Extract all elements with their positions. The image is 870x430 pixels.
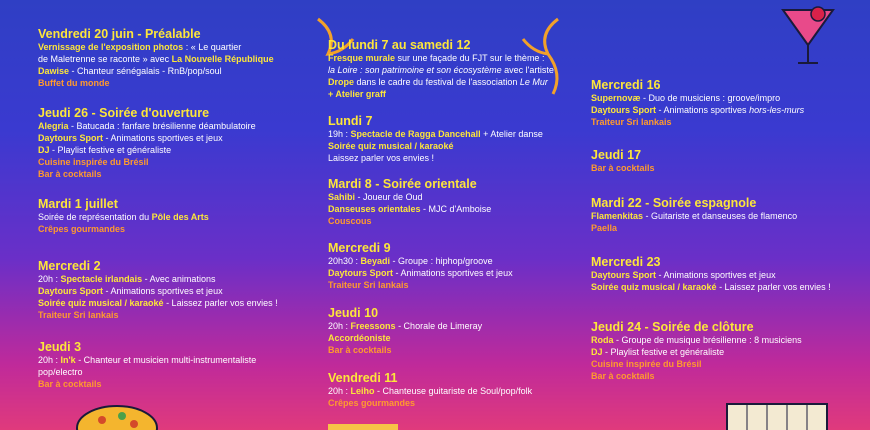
description-text: de Maletrenne se raconte » avec: [38, 54, 172, 64]
event-detail-line: [38, 144, 308, 156]
performer-label: Soirée quiz musical / karaoké: [591, 282, 717, 292]
event-date-heading: Lundi 7: [328, 114, 373, 128]
food-drink-label: Crêpes gourmandes: [38, 224, 126, 234]
event-detail-line: [328, 267, 588, 279]
description-text: - Chanteur et musicien multi-instrumentaliste: [75, 355, 257, 365]
event-detail-line: [328, 344, 588, 356]
performer-label: Soirée quiz musical / karaoké: [38, 298, 164, 308]
paella-pan-icon: [72, 400, 162, 430]
performer-label: Daytours Sport: [38, 286, 104, 296]
event-detail-line: [38, 77, 308, 89]
description-text: 19h :: [328, 129, 351, 139]
food-drink-label: Paella: [591, 223, 618, 233]
event-detail-line: [591, 104, 861, 116]
event-date-heading: Mercredi 16: [591, 78, 661, 92]
event-block: [591, 148, 861, 174]
performer-label: Drope: [328, 77, 355, 87]
performer-label: Dawise: [38, 66, 70, 76]
performer-label: Alegria: [38, 121, 69, 131]
description-text: pop/electro: [38, 367, 83, 377]
event-detail-line: [328, 152, 588, 164]
performer-label: Danseuses orientales: [328, 204, 421, 214]
event-block: [38, 259, 308, 321]
event-detail-line: [328, 128, 588, 140]
event-detail-line: [38, 120, 308, 132]
food-drink-label: Couscous: [328, 216, 372, 226]
food-drink-label: Bar à cocktails: [591, 163, 655, 173]
performer-label: La Nouvelle République: [171, 54, 274, 64]
event-detail-line: [328, 76, 588, 88]
event-detail-line: [38, 41, 308, 53]
event-date-heading: Mardi 1 juillet: [38, 197, 118, 211]
performer-label: DJ: [591, 347, 603, 357]
event-detail-line: [38, 168, 308, 180]
event-detail-line: [328, 215, 588, 227]
event-detail-line: [328, 191, 588, 203]
description-text: sur une façade du FJT sur le thème :: [395, 53, 545, 63]
performer-label: Supernovæ: [591, 93, 641, 103]
description-text: - Chorale de Limeray: [395, 321, 483, 331]
event-detail-line: [328, 320, 588, 332]
event-date-heading: Vendredi 11: [328, 371, 398, 385]
performer-label: Sahibi: [328, 192, 356, 202]
event-detail-line: [591, 210, 861, 222]
event-detail-line: [591, 334, 861, 346]
performer-label: + Atelier graff: [328, 89, 386, 99]
description-text: - Chanteur sénégalais - RnB/pop/soul: [69, 66, 222, 76]
event-date-heading: Vendredi 20 juin - Préalable: [38, 27, 201, 41]
food-drink-label: Buffet du monde: [38, 78, 110, 88]
food-drink-label: Crêpes gourmandes: [328, 398, 416, 408]
description-text: Laissez parler vos envies !: [328, 153, 435, 163]
event-block: [328, 38, 588, 100]
description-text: avec l'artiste: [501, 65, 554, 75]
event-detail-line: [328, 279, 588, 291]
description-text: : « Le quartier: [183, 42, 242, 52]
event-date-heading: Jeudi 17: [591, 148, 642, 162]
performer-label: Beyadi: [360, 256, 391, 266]
event-block: [328, 306, 588, 356]
event-block: [328, 371, 588, 409]
event-date-heading: Jeudi 26 - Soirée d'ouverture: [38, 106, 210, 120]
event-detail-line: [38, 223, 308, 235]
food-drink-label: Bar à cocktails: [591, 371, 655, 381]
performer-label: DJ: [38, 145, 50, 155]
description-text: - Batucada : fanfare brésilienne déambulatoire: [68, 121, 256, 131]
performer-label: Vernissage de l'exposition photos: [38, 42, 184, 52]
event-date-heading: Mardi 22 - Soirée espagnole: [591, 196, 757, 210]
description-text: - Animations sportives: [656, 105, 750, 115]
performer-label: Roda: [591, 335, 614, 345]
description-text: - Avec animations: [142, 274, 216, 284]
event-detail-line: [328, 52, 588, 64]
event-detail-line: [38, 297, 308, 309]
event-detail-line: [38, 354, 308, 366]
event-block: [591, 255, 861, 293]
performer-label: Daytours Sport: [328, 268, 394, 278]
event-detail-line: [591, 281, 861, 293]
event-date-heading: Jeudi 24 - Soirée de clôture: [591, 320, 754, 334]
cocktail-glass-icon: [778, 0, 838, 70]
performer-label: Daytours Sport: [38, 133, 104, 143]
event-detail-line: [38, 211, 308, 223]
description-text: 20h30 :: [328, 256, 361, 266]
description-text: + Atelier danse: [480, 129, 543, 139]
event-block: [38, 27, 308, 89]
event-detail-line: [591, 162, 861, 174]
performer-label: Flamenkitas: [591, 211, 644, 221]
description-text: - Animations sportives et jeux: [656, 270, 776, 280]
event-detail-line: [328, 255, 588, 267]
description-text: - Animations sportives et jeux: [103, 286, 223, 296]
event-detail-line: [38, 378, 308, 390]
event-detail-line: [38, 285, 308, 297]
description-text: dans le cadre du festival de l'association: [354, 77, 520, 87]
food-drink-label: Cuisine inspirée du Brésil: [591, 359, 702, 369]
performer-label: Freessons: [350, 321, 396, 331]
event-date-heading: Du lundi 7 au samedi 12: [328, 38, 471, 52]
event-detail-line: [38, 366, 308, 378]
performer-label: Daytours Sport: [591, 105, 657, 115]
event-block: [591, 320, 861, 382]
event-detail-line: [38, 156, 308, 168]
event-detail-line: [328, 140, 588, 152]
event-block: [591, 78, 861, 128]
description-text: Le Mur: [519, 77, 548, 87]
event-date-heading: Mercredi 23: [591, 255, 661, 269]
description-text: - Chanteuse guitariste de Soul/pop/folk: [374, 386, 533, 396]
accordion-icon: [722, 396, 832, 430]
description-text: la Loire : son patrimoine et son écosystème: [328, 65, 502, 75]
event-block: [328, 114, 588, 164]
performer-label: Pôle des Arts: [151, 212, 209, 222]
event-detail-line: [591, 358, 861, 370]
performer-label: Accordéoniste: [328, 333, 391, 343]
food-drink-label: Cuisine inspirée du Brésil: [38, 157, 149, 167]
description-text: - Laissez parler vos envies !: [163, 298, 278, 308]
description-text: - Animations sportives et jeux: [103, 133, 223, 143]
event-block: [328, 241, 588, 291]
event-detail-line: [591, 269, 861, 281]
event-date-heading: Mercredi 2: [38, 259, 101, 273]
description-text: - Playlist festive et généraliste: [49, 145, 172, 155]
event-detail-line: [38, 53, 308, 65]
event-detail-line: [38, 273, 308, 285]
description-text: - Joueur de Oud: [355, 192, 423, 202]
event-detail-line: [38, 132, 308, 144]
event-date-heading: Mercredi 9: [328, 241, 391, 255]
event-detail-line: [591, 370, 861, 382]
food-drink-label: Bar à cocktails: [38, 379, 102, 389]
description-text: - Animations sportives et jeux: [393, 268, 513, 278]
performer-label: Soirée quiz musical / karaoké: [328, 141, 454, 151]
event-block: [38, 197, 308, 235]
description-text: - Playlist festive et généraliste: [602, 347, 725, 357]
description-text: 20h :: [38, 355, 61, 365]
event-detail-line: [328, 203, 588, 215]
performer-label: Fresque murale: [328, 53, 396, 63]
description-text: - Duo de musiciens : groove/impro: [640, 93, 781, 103]
description-text: hors-les-murs: [749, 105, 805, 115]
event-block: [328, 177, 588, 227]
description-text: 20h :: [328, 386, 351, 396]
description-text: Soirée de représentation du: [38, 212, 152, 222]
event-detail-line: [591, 222, 861, 234]
event-detail-line: [328, 64, 588, 76]
event-detail-line: [328, 88, 588, 100]
performer-label: In'k: [60, 355, 76, 365]
event-detail-line: [328, 385, 588, 397]
event-detail-line: [591, 116, 861, 128]
food-drink-label: Bar à cocktails: [38, 169, 102, 179]
event-date-heading: Jeudi 10: [328, 306, 379, 320]
event-detail-line: [328, 332, 588, 344]
event-detail-line: [38, 65, 308, 77]
description-text: 20h :: [38, 274, 61, 284]
description-text: - Laissez parler vos envies !: [716, 282, 831, 292]
performer-label: Leiho: [350, 386, 375, 396]
event-block: [38, 340, 308, 390]
food-drink-label: Traiteur Sri lankais: [591, 117, 672, 127]
performer-label: Daytours Sport: [591, 270, 657, 280]
description-text: - Groupe : hiphop/groove: [390, 256, 493, 266]
event-detail-line: [38, 309, 308, 321]
food-drink-label: Traiteur Sri lankais: [328, 280, 409, 290]
performer-label: Spectacle de Ragga Dancehall: [350, 129, 481, 139]
event-detail-line: [591, 346, 861, 358]
event-date-heading: Mardi 8 - Soirée orientale: [328, 177, 477, 191]
event-block: [38, 106, 308, 180]
cut-off-heading-decoration: [328, 422, 408, 430]
event-detail-line: [591, 92, 861, 104]
description-text: 20h :: [328, 321, 351, 331]
event-date-heading: Jeudi 3: [38, 340, 82, 354]
food-drink-label: Traiteur Sri lankais: [38, 310, 119, 320]
performer-label: Spectacle irlandais: [60, 274, 143, 284]
event-detail-line: [328, 397, 588, 409]
description-text: - Guitariste et danseuses de flamenco: [643, 211, 798, 221]
event-block: [591, 196, 861, 234]
description-text: - Groupe de musique brésilienne : 8 musiciens: [613, 335, 802, 345]
description-text: - MJC d'Amboise: [420, 204, 492, 214]
food-drink-label: Bar à cocktails: [328, 345, 392, 355]
